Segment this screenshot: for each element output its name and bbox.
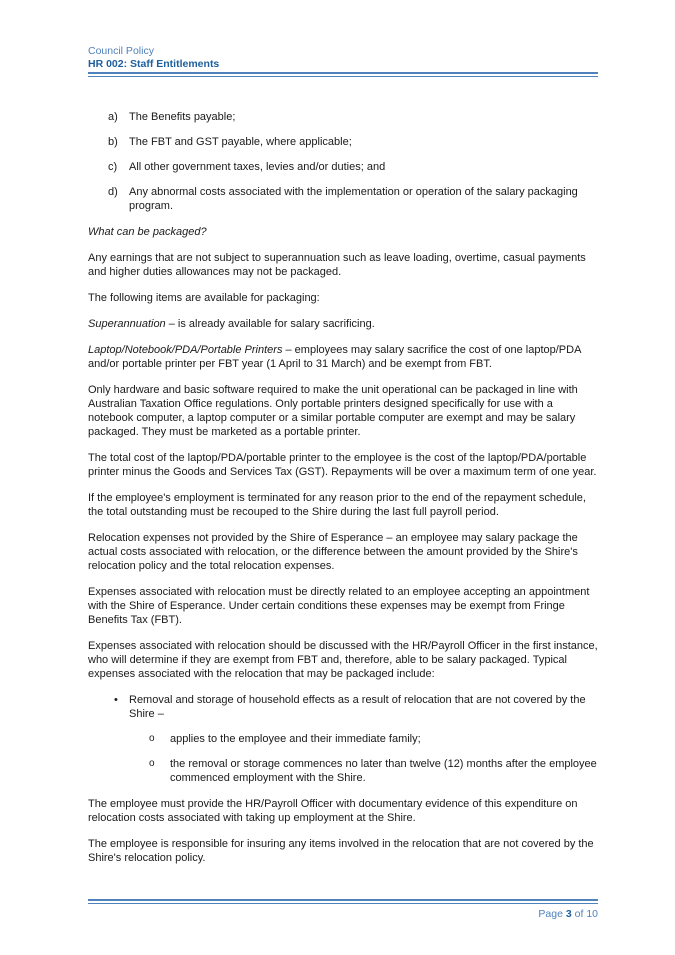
header-rule <box>88 72 598 74</box>
footer-rule <box>88 899 598 901</box>
sub-list-item-text: applies to the employee and their immediate family; <box>170 733 421 745</box>
list-marker: c) <box>108 161 118 173</box>
paragraph: Relocation expenses not provided by the Shire of Esperance – an employee may salary package the actual costs associated with relocation, or the difference between the amount provided by the Shire's relocation policy and the total relocation expenses. <box>88 532 578 572</box>
list-item-text: The FBT and GST payable, where applicable; <box>129 136 352 148</box>
bullet-icon: • <box>114 694 118 706</box>
list-item <box>88 160 600 174</box>
paragraph: Expenses associated with relocation must be directly related to an employee accepting an appointment with the Shire of Esperance. Under certain conditions these expenses may be exempt from Fringe Benefits Tax (FBT). <box>88 586 590 626</box>
list-item <box>88 693 600 785</box>
paragraph: Expenses associated with relocation should be discussed with the HR/Payroll Officer in the first instance, who will determine if they are exempt from FBT and, therefore, able to be salary packaged. Typical expenses associated with the relocation that may be packaged include: <box>88 640 598 680</box>
list-marker: b) <box>108 136 118 148</box>
sub-list-item <box>88 732 600 746</box>
paragraph <box>88 343 600 371</box>
term-superannuation: Superannuation <box>88 318 166 330</box>
sub-list <box>129 732 600 785</box>
total-pages: 10 <box>586 908 598 920</box>
page-word: Page <box>538 908 563 920</box>
header-rule-thin <box>88 76 598 77</box>
paragraph: The employee is responsible for insuring any items involved in the relocation that are not covered by the Shire's relocation policy. <box>88 838 594 864</box>
term-laptop: Laptop/Notebook/PDA/Portable Printers <box>88 344 283 356</box>
section-heading: What can be packaged? <box>88 226 207 238</box>
page-number <box>538 908 598 920</box>
page-header <box>88 45 219 71</box>
list-item-text: All other government taxes, levies and/or duties; and <box>129 161 386 173</box>
list-item-text: The Benefits payable; <box>129 111 236 123</box>
paragraph: The total cost of the laptop/PDA/portable printer to the employee is the cost of the laptop/PDA/portable printer minus the Goods and Services Tax (GST). Repayments will be over a maximum term of one year. <box>88 452 597 478</box>
list-marker: d) <box>108 186 118 198</box>
paragraph <box>88 317 600 331</box>
list-marker: a) <box>108 111 118 123</box>
list-item-text: Any abnormal costs associated with the implementation or operation of the salary packaging program. <box>129 186 578 212</box>
circle-bullet-icon: o <box>149 733 155 744</box>
paragraph-text: – is already available for salary sacrificing. <box>165 318 375 330</box>
list-item <box>88 135 600 149</box>
list-item-text: Removal and storage of household effects as a result of relocation that are not covered by the Shire – <box>129 694 586 720</box>
sub-list-item-text: the removal or storage commences no later than twelve (12) months after the employee commenced employment with the Shire. <box>170 758 597 784</box>
header-policy-title: HR 002: Staff Entitlements <box>88 58 220 70</box>
circle-bullet-icon: o <box>149 758 155 769</box>
current-page: 3 <box>565 908 572 920</box>
paragraph: If the employee's employment is terminated for any reason prior to the end of the repayment schedule, the total outstanding must be recouped to the Shire during the last full payroll period. <box>88 492 586 518</box>
cost-list <box>88 110 600 213</box>
paragraph-text: – employees may salary sacrifice the cost of one laptop/PDA and/or portable printer per FBT year (1 April to 31 March) and be exempt from FBT. <box>88 344 581 370</box>
paragraph: Any earnings that are not subject to superannuation such as leave loading, overtime, casual payments and higher duties allowances may not be packaged. <box>88 252 586 278</box>
bullet-list <box>88 693 600 785</box>
list-item <box>88 185 600 213</box>
list-item <box>88 110 600 124</box>
footer-rule-thin <box>88 903 598 904</box>
paragraph: Only hardware and basic software required to make the unit operational can be packaged in line with Australian Taxation Office regulations. Only portable printers designed specifically for use with a notebook computer, a laptop computer or a similar portable computer are exempt and may be salary packaged. They must be marketed as a portable printer. <box>88 384 578 438</box>
page-body <box>88 110 600 877</box>
sub-list-item <box>88 757 600 785</box>
paragraph: The employee must provide the HR/Payroll Officer with documentary evidence of this expenditure on relocation costs associated with taking up employment at the Shire. <box>88 798 578 824</box>
header-council-policy: Council Policy <box>88 45 154 57</box>
of-word: of <box>574 908 584 920</box>
paragraph: The following items are available for packaging: <box>88 292 320 304</box>
